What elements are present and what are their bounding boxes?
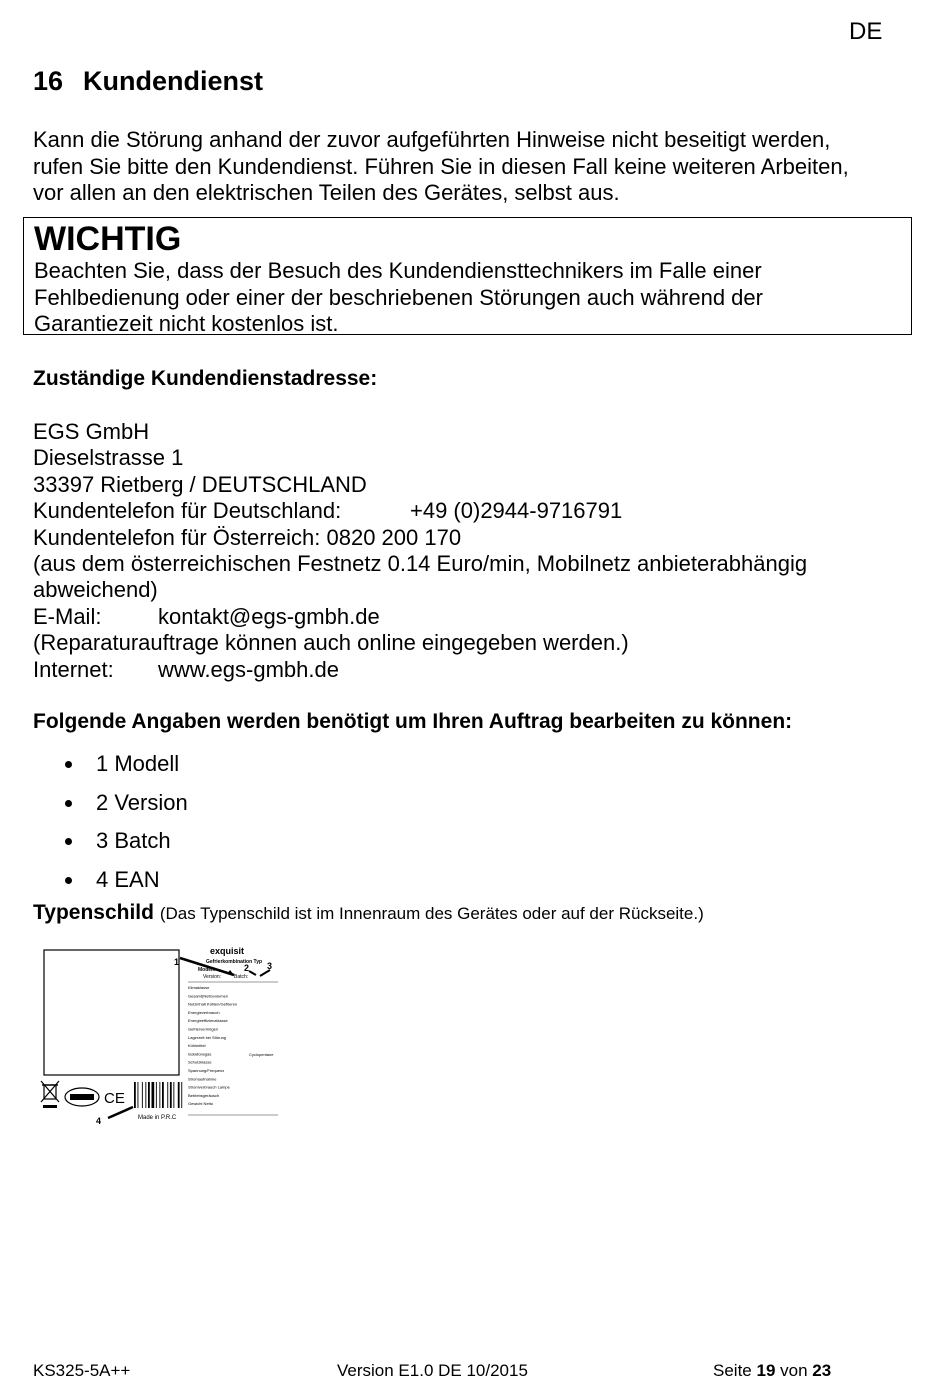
intro-line: vor allen an den elektrischen Teilen des Gerätes, selbst aus. [33, 180, 620, 205]
page-prefix: Seite [713, 1361, 752, 1380]
internet-row [33, 657, 913, 683]
section-number: 16 [33, 66, 64, 96]
internet-label: Internet: [33, 656, 114, 682]
email-link[interactable]: kontakt@egs-gmbh.de [158, 603, 380, 629]
section-title: Kundendienst [83, 66, 263, 96]
barcode-bar [148, 1082, 150, 1108]
typeplate-field: Isolationsgas [188, 1051, 212, 1057]
warning-box [23, 217, 912, 335]
brand-logo: exquisit [210, 946, 245, 956]
barcode-bar [142, 1082, 143, 1108]
footer-version: Version E1.0 DE 10/2015 [337, 1361, 528, 1380]
address-heading: Zuständige Kundendienstadresse: [33, 367, 378, 390]
page-total: 23 [812, 1361, 832, 1380]
service-address [33, 419, 913, 683]
phone-de-number[interactable]: +49 (0)2944-9716791 [410, 498, 623, 524]
version-label: Version: [203, 974, 222, 980]
marker-4: 4 [96, 1116, 102, 1126]
requirements-list [33, 745, 188, 899]
sticker-frame [44, 950, 179, 1075]
arrow-2 [249, 971, 256, 975]
barcode-bar [138, 1082, 139, 1108]
list-item: 3 Batch [33, 822, 188, 861]
arrow-4 [108, 1107, 133, 1118]
barcode-bar [173, 1082, 174, 1108]
typeplate-field: Nutzinhalt Kühlen/Gefrieren [188, 1001, 238, 1007]
intro-line: Kann die Störung anhand der zuvor aufgeführten Hinweise nicht beseitigt werden, [33, 127, 831, 152]
typeplate-field: Stromverbrauch Lampe [188, 1084, 230, 1090]
phone-at-row: Kundentelefon für Österreich: 0820 200 170 [33, 524, 462, 550]
phone-de-label: Kundentelefon für Deutschland: [33, 498, 342, 524]
batch-label: Batch: [234, 974, 249, 980]
page-number: 19 [756, 1361, 776, 1380]
city: 33397 Rietberg / DEUTSCHLAND [33, 471, 367, 497]
barcode-bar [167, 1082, 168, 1108]
typeplate-field: Gesamt(Nettovolumen [188, 993, 229, 999]
ce-mark: CE [104, 1090, 125, 1107]
barcode-bar [181, 1082, 182, 1108]
warning-title: WICHTIG [34, 220, 182, 258]
cyclopentane-label: Cyclopentane [249, 1052, 274, 1057]
email-row [33, 604, 913, 630]
requirements-heading: Folgende Angaben werden benötigt um Ihren Auftrag bearbeiten zu können: [33, 710, 793, 733]
typeplate-field: Energieeffizienzklasse [188, 1018, 228, 1024]
typeplate-field: Gefriervermögen [188, 1026, 219, 1032]
barcode [134, 1082, 182, 1108]
barcode-bar [152, 1082, 155, 1108]
intro-line: rufen Sie bitte den Kundendienst. Führen Sie in diesen Fall keine weiteren Arbeiten, [33, 153, 849, 179]
phone-de-row [33, 498, 913, 524]
list-item: 2 Version [33, 784, 188, 823]
barcode-bar [162, 1082, 164, 1108]
marker-1: 1 [174, 957, 180, 967]
warning-line: Fehlbedienung oder einer der beschriebenen Störungen auch während der [34, 284, 763, 310]
footer-page [713, 1361, 831, 1381]
typeplate-field: Lagerzeit bei Störung [188, 1034, 227, 1040]
typeplate-field: Spannung/Frequenz [188, 1068, 225, 1073]
typeplate-field: Kühlmittel [188, 1043, 206, 1049]
quality-badge-icon [65, 1088, 99, 1106]
barcode-bar [134, 1082, 136, 1108]
marker-3: 3 [267, 961, 273, 971]
typeplate-header: Gefrierkombination Typ [206, 959, 263, 965]
barcode-bar [159, 1082, 160, 1108]
barcode-bar [156, 1082, 157, 1108]
website-link[interactable]: www.egs-gmbh.de [158, 656, 339, 682]
barcode-bar [178, 1082, 180, 1108]
street: Dieselstrasse 1 [33, 445, 184, 471]
typeplate-field: Gewicht Netto [188, 1101, 214, 1107]
barcode-bar [170, 1082, 172, 1108]
phone-at-note: (aus dem österreichischen Festnetz 0.14 Euro/min, Mobilnetz anbieterabhängig [33, 551, 808, 577]
warning-line: Beachten Sie, dass der Besuch des Kundendiensttechnikers im Falle einer [34, 258, 762, 283]
typeplate-note: (Das Typenschild ist im Innenraum des Gerätes oder auf der Rückseite.) [159, 904, 704, 923]
language-label: DE [849, 18, 883, 45]
typeplate-field: Energieverbrauch [188, 1009, 220, 1015]
list-item: 4 EAN [33, 861, 188, 900]
typeplate-field: Schutzklasse [188, 1059, 212, 1065]
typeplate-fields [188, 985, 237, 1106]
email-label: E-Mail: [33, 603, 102, 629]
typeplate-field: Betriebsgeräusch [188, 1092, 220, 1098]
online-note: (Reparaturauftrage können auch online eingegeben werden.) [33, 630, 629, 656]
model-label: Modell: [198, 967, 216, 973]
made-in-label: Made in P.R.C [138, 1115, 177, 1121]
typeplate-title: Typenschild [33, 901, 154, 924]
typeplate-field: Klimaklasse [188, 985, 210, 990]
warning-line: Garantiezeit nicht kostenlos ist. [34, 311, 339, 336]
phone-at-note: abweichend) [33, 577, 158, 603]
intro-paragraph [33, 127, 913, 207]
list-item: 1 Modell [33, 745, 188, 784]
page-mid: von [780, 1361, 808, 1380]
warning-text [34, 258, 894, 338]
arrow-3 [260, 970, 270, 976]
company-name: EGS GmbH [33, 419, 150, 444]
section-heading [33, 66, 263, 97]
typeplate-image [38, 940, 288, 1130]
weee-bin-icon [41, 1081, 59, 1108]
footer-model: KS325-5A++ [33, 1361, 131, 1380]
marker-2: 2 [244, 963, 250, 973]
typeplate-caption [33, 901, 704, 925]
typeplate-field: Stromaufnahme [188, 1076, 217, 1082]
barcode-bar [145, 1082, 146, 1108]
